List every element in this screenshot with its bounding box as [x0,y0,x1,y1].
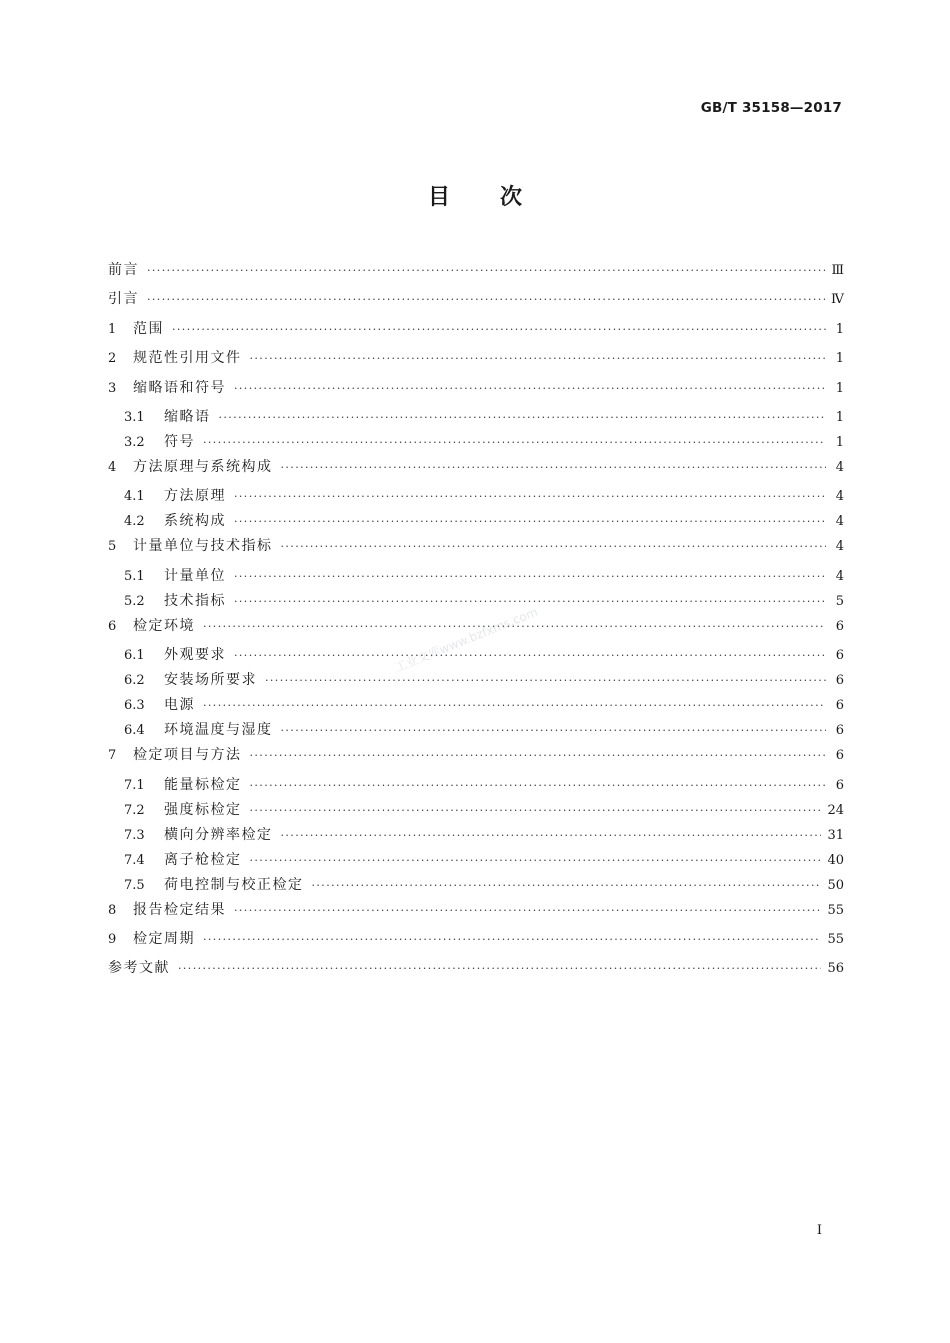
toc-entry-number: 1 [108,321,117,337]
toc-entry-label: 检定周期 [133,930,195,947]
toc-entry[interactable] [108,719,844,744]
toc-entry-number: 7.2 [124,802,145,818]
toc-entry[interactable] [108,669,844,694]
toc-entry-page: 40 [827,852,844,868]
toc-entry-number: 6 [108,618,117,634]
toc-entry-page: Ⅳ [831,292,844,308]
toc-dot-leader [203,436,826,449]
toc-entry[interactable] [108,774,844,799]
toc-dot-leader [234,649,826,662]
toc-entry-number: 4 [108,459,117,475]
toc-entry[interactable] [108,644,844,669]
toc-entry-page: 50 [827,877,844,893]
toc-dot-leader [203,933,821,946]
toc-entry-page: 55 [827,902,844,918]
toc-entry-label: 引言 [108,291,139,308]
toc-entry-label: 缩略语和符号 [133,379,226,396]
toc-entry-page: 4 [835,568,844,584]
toc-entry-label: 强度标检定 [164,801,242,818]
toc-dot-leader [234,490,826,503]
toc-entry-page: 6 [835,673,844,689]
toc-entry-label: 检定环境 [133,617,195,634]
toc-dot-leader [203,620,826,633]
toc-entry-label: 方法原理 [164,488,226,505]
toc-entry-label: 参考文献 [108,960,170,977]
toc-dot-leader [234,904,821,917]
toc-dot-leader [172,323,826,336]
toc-entry-number: 7.3 [124,827,145,843]
toc-entry-page: 6 [835,748,844,764]
toc-entry-number: 6.4 [124,723,145,739]
toc-entry-page: 24 [827,802,844,818]
toc-entry-number: 5 [108,539,117,555]
toc-entry-page: Ⅲ [831,263,844,278]
toc-entry[interactable] [108,510,844,535]
toc-entry[interactable] [108,535,844,564]
toc-entry-label: 计量单位 [164,567,226,584]
toc-entry-label: 离子枪检定 [164,851,242,868]
toc-dot-leader [234,570,826,583]
toc-entry[interactable] [108,928,844,957]
toc-dot-leader [234,382,826,395]
toc-dot-leader [234,515,826,528]
toc-entry-label: 计量单位与技术指标 [133,538,273,555]
toc-dot-leader [281,461,827,474]
toc-dot-leader [147,293,825,306]
toc-entry-number: 6.1 [124,648,145,664]
toc-entry-page: 1 [835,321,844,337]
toc-dot-leader [250,804,822,817]
watermark: 工业文库www.bzfxms.com [392,604,540,675]
toc-entry-label: 检定项目与方法 [133,747,242,764]
toc-entry[interactable] [108,288,844,317]
toc-entry[interactable] [108,431,844,456]
toc-dot-leader [265,674,826,687]
toc-dot-leader [250,749,827,762]
toc-entry-label: 荷电控制与校正检定 [164,876,304,893]
toc-entry-label: 前言 [108,262,139,278]
toc-entry[interactable] [108,347,844,376]
toc-entry[interactable] [108,615,844,644]
toc-entry[interactable] [108,590,844,615]
page-number: I [816,1223,822,1238]
toc-dot-leader [178,962,821,975]
toc-entry-page: 55 [827,931,844,947]
toc-entry-label: 技术指标 [164,592,226,609]
toc-entry[interactable] [108,694,844,719]
toc-entry[interactable] [108,259,844,288]
toc-entry-page: 6 [835,698,844,714]
toc-dot-leader [219,411,827,424]
toc-entry-number: 7.4 [124,852,145,868]
toc-entry-number: 6.3 [124,698,145,714]
toc-entry-number: 3 [108,380,117,396]
toc-entry-label: 能量标检定 [164,776,242,793]
toc-entry-page: 6 [835,723,844,739]
toc-entry-page: 5 [835,593,844,609]
toc-entry-label: 符号 [164,433,195,450]
toc-entry[interactable] [108,849,844,874]
toc-entry[interactable] [108,799,844,824]
page-title: 目次 [427,185,572,210]
toc-entry[interactable] [108,899,844,928]
toc-entry-number: 6.2 [124,673,145,689]
toc-entry-page: 4 [835,489,844,505]
toc-entry-label: 系统构成 [164,513,226,530]
toc-entry-page: 6 [835,777,844,793]
toc-entry-label: 规范性引用文件 [133,350,242,367]
toc-entry-page: 4 [835,459,844,475]
toc-entry[interactable] [108,485,844,510]
toc-entry-label: 电源 [164,697,195,714]
toc-entry-label: 缩略语 [164,408,211,425]
toc-entry-label: 环境温度与湿度 [164,722,273,739]
standard-number: GB/T 35158—2017 [700,100,842,116]
toc-entry[interactable] [108,318,844,347]
toc-entry-page: 1 [835,409,844,425]
toc-entry-label: 报告检定结果 [133,901,226,918]
toc-entry-number: 7 [108,748,117,764]
toc-entry-number: 7.1 [124,777,145,793]
toc-entry-number: 3.2 [124,434,145,450]
toc-entry[interactable] [108,744,844,773]
toc-entry-page: 6 [835,648,844,664]
toc-entry-page: 56 [827,961,844,977]
toc-entry-page: 4 [835,539,844,555]
toc-entry-number: 4.2 [124,514,145,530]
toc-entry-label: 范围 [133,320,164,337]
table-of-contents [108,259,844,987]
toc-entry-number: 5.2 [124,593,145,609]
toc-entry-page: 31 [827,827,844,843]
toc-entry[interactable] [108,957,844,986]
toc-entry-label: 横向分辨率检定 [164,826,273,843]
toc-dot-leader [203,699,826,712]
toc-entry[interactable] [108,377,844,406]
toc-entry-number: 7.5 [124,877,145,893]
toc-dot-leader [250,352,827,365]
toc-entry-number: 3.1 [124,409,145,425]
toc-entry-label: 方法原理与系统构成 [133,458,273,475]
toc-entry-number: 8 [108,902,117,918]
toc-entry-number: 9 [108,931,117,947]
toc-entry-page: 1 [835,351,844,367]
toc-dot-leader [281,724,827,737]
toc-entry[interactable] [108,824,844,849]
toc-dot-leader [250,779,827,792]
toc-entry-number: 4.1 [124,489,145,505]
toc-entry[interactable] [108,565,844,590]
toc-entry[interactable] [108,456,844,485]
toc-dot-leader [281,540,827,553]
toc-dot-leader [234,595,826,608]
toc-entry-number: 5.1 [124,568,145,584]
toc-entry-page: 6 [835,618,844,634]
toc-entry-label: 外观要求 [164,647,226,664]
toc-entry-label: 安装场所要求 [164,672,257,689]
toc-entry[interactable] [108,874,844,899]
toc-dot-leader [312,879,822,892]
toc-dot-leader [281,829,822,842]
toc-entry-page: 1 [835,434,844,450]
toc-entry[interactable] [108,406,844,431]
toc-dot-leader [250,854,822,867]
toc-entry-page: 1 [835,380,844,396]
toc-dot-leader [147,264,825,277]
toc-entry-page: 4 [835,514,844,530]
toc-entry-number: 2 [108,351,117,367]
